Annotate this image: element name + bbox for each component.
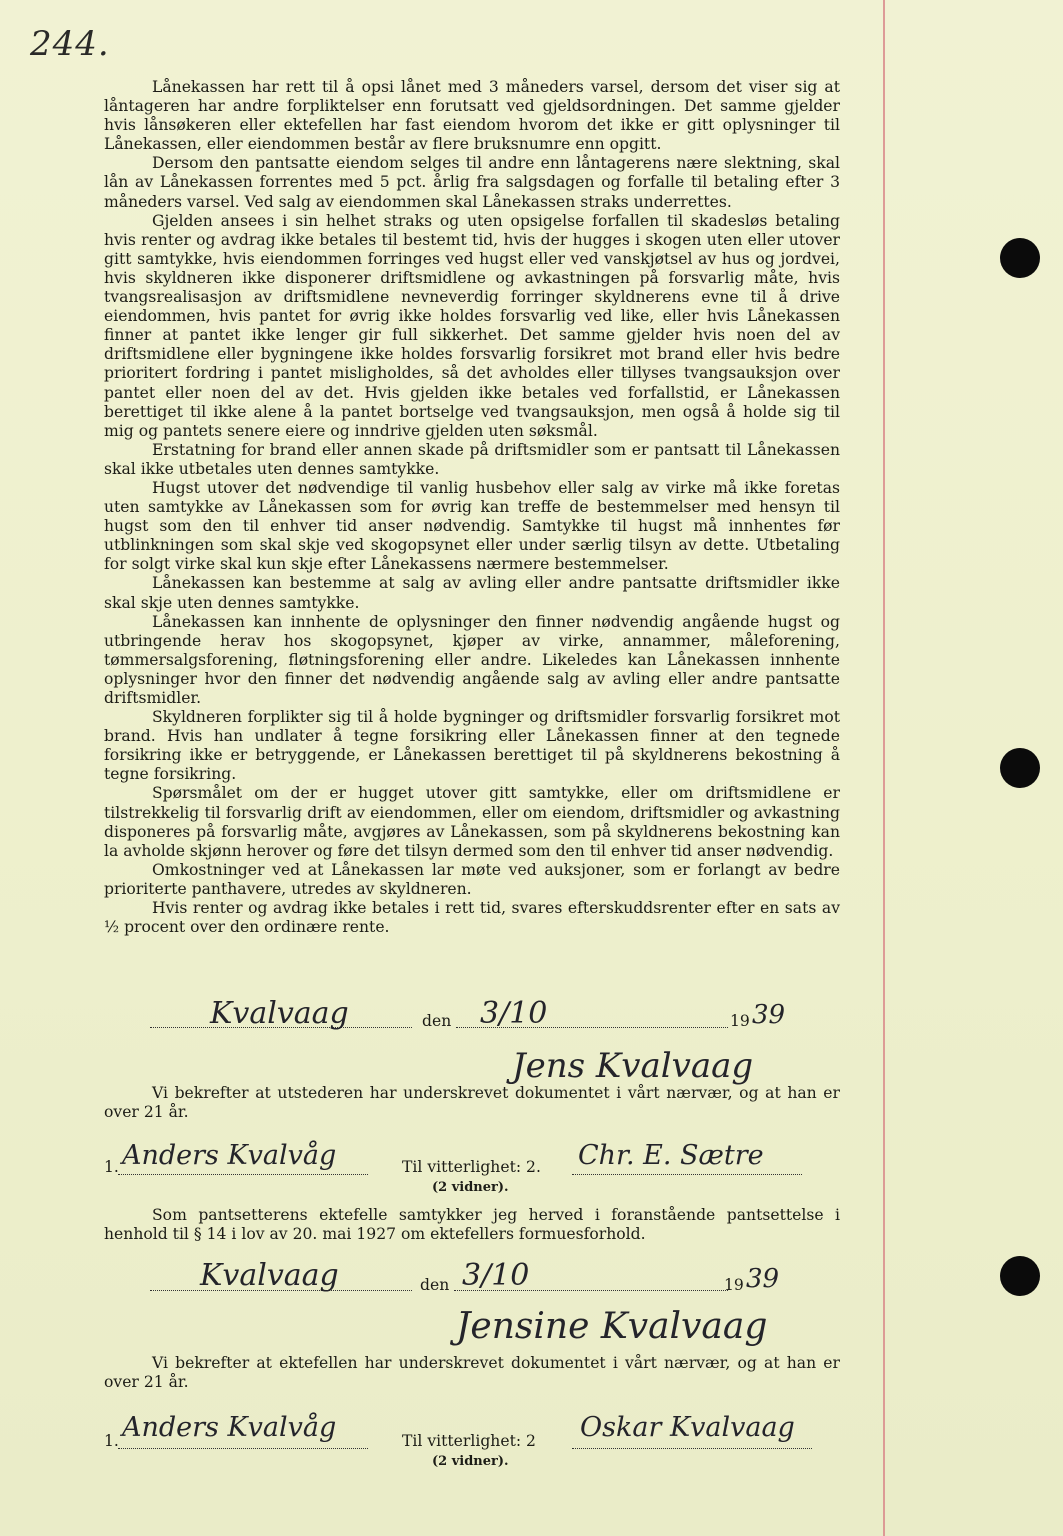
paragraph-5: Hugst utover det nødvendige til vanlig husbehov eller salg av virke må ikke foretas uten samtykke av Lånekassen som for øvrig kan treffe de bestemmelser med hensyn til hugst som den til enhver tid anser nødvendig. Samtykke til hugst må innhentes før utblinkningen som skal skje ved skogopsynet eller under særlig tilsyn av dette. Utbetaling for solgt virke skal kun skje efter Lånekassens nærmere bestemmelser. (104, 478, 840, 574)
witness-2-signature: Chr. E. Sætre (578, 1140, 764, 1171)
handwritten-date: 3/10 (462, 1258, 530, 1293)
paragraph-4: Erstatning for brand eller annen skade på driftsmidler som er pantsatt til Lånekassen skal ikke utbetales uten dennes samtykke. (104, 440, 840, 478)
handwritten-place: Kvalvaag (200, 1258, 339, 1293)
borrower-signature: Jens Kvalvaag (512, 1046, 754, 1086)
punch-hole-bottom (1000, 1256, 1040, 1296)
paragraph-6: Lånekassen kan bestemme at salg av avling eller andre pantsatte driftsmidler ikke skal skje uten dennes samtykke. (104, 574, 840, 612)
handwritten-date: 3/10 (480, 996, 548, 1031)
witness-label-1: Til vitterlighet: 2. (402, 1158, 541, 1176)
witness-1-signature: Anders Kvalvåg (122, 1412, 337, 1443)
handwritten-year: 39 (752, 1000, 786, 1030)
paragraph-10: Omkostninger ved at Lånekassen lar møte ved auksjoner, som er forlangt av bedre prioriterte panthavere, utredes av skyldneren. (104, 860, 840, 898)
spouse-consent-text: Som pantsetterens ektefelle samtykker jeg herved i foranstående pantsettelse i henhold til § 14 i lov av 20. mai 1927 om ektefellers formuesforhold. (104, 1206, 840, 1244)
witness-number-1: 1. (104, 1158, 119, 1176)
den-label: den (420, 1276, 450, 1294)
dotted-line (572, 1448, 812, 1449)
paragraph-11: Hvis renter og avdrag ikke betales i rett tid, svares efterskuddsrenter efter en sats av ½ procent over den ordinære rente. (104, 899, 840, 937)
spouse-signature: Jensine Kvalvaag (456, 1306, 768, 1347)
paragraph-9: Spørsmålet om der er hugget utover gitt samtykke, eller om driftsmidlene er tilstrekkelig til forsvarlig drift av eiendommen, eller om eiendom, driftsmidler og avkastning disponeres på forsvarlig måte, avgjøres av Lånekassen, som på skyldnerens bekostning kan la avholde skjønn herover og føre det tilsyn dermed som den til enhver tid anser nødvendig. (104, 784, 840, 860)
paragraph-8: Skyldneren forplikter sig til å holde bygninger og driftsmidler forsvarlig forsikret mot brand. Hvis han undlater å tegne forsikring eller Lånekassen finner at den tegnede forsikring ikke er betryggende, er Lånekassen berettiget til på skyldnerens bekostning å tegne forsikring. (104, 708, 840, 784)
den-label: den (422, 1012, 452, 1030)
dotted-line (572, 1174, 802, 1175)
witness-number-1: 1. (104, 1432, 119, 1450)
paragraph-7: Lånekassen kan innhente de oplysninger den finner nødvendig angående hugst og utbringende herav hos skogopsynet, kjøper av virke, annammer, måleforening, tømmersalgsforening, fløtningsforening eller andre. Likeledes kan Lånekassen innhente oplysninger hvor den finner det nødvendig angående salg av avling eller andre pantsatte driftsmidler. (104, 612, 840, 707)
witness-1-signature: Anders Kvalvåg (122, 1140, 337, 1171)
dotted-line (118, 1174, 368, 1175)
red-margin-line (883, 0, 885, 1536)
paragraph-3: Gjelden ansees i sin helhet straks og uten opsigelse forfallen til skadesløs betaling hvis renter og avdrag ikke betales til bestemt tid, hvis der hugges i skogen uten eller utover gitt samtykke, hvis eiendommen forringes ved hugst eller ved vanskjøtsel av hus og jordvei, hvis skyldneren ikke disponerer driftsmidlene og avkastningen på forsvarlig måte, hvis tvangsrealisasjon av driftsmidlene nevneverdig forringer skyldnerens evne til å drive eiendommen, hvis pantet for øvrig ikke holdes forsvarlig ved like, eller hvis Lånekassen finner at pantet ikke lenger gir full sikkerhet. Det samme gjelder hvis noen del av driftsmidlene eller bygningene ikke holdes forsvarlig forsikret mot brand eller hvis bedre prioritert fordring i pantet misligholdes, så det avholdes eller tillyses tvangsauksjon over pantet eller noen del av det. Hvis gjelden ikke betales ved forfallstid, er Lånekassen berettiget til ikke alene å la pantet bortselge ved tvangsauksjon, men også å holde sig til mig og pantets senere eiere og inndrive gjelden uten søksmål. (104, 211, 840, 440)
year-prefix: 19 (724, 1276, 744, 1294)
handwritten-year: 39 (746, 1264, 780, 1294)
terms-text (104, 78, 840, 937)
punch-hole-top (1000, 238, 1040, 278)
witness-label-2: Til vitterlighet: 2 (402, 1432, 536, 1450)
page-number: 244. (30, 24, 110, 64)
punch-hole-middle (1000, 748, 1040, 788)
confirm-text-1: Vi bekrefter at utstederen har underskrevet dokumentet i vårt nærvær, og at han er over 21 år. (104, 1084, 840, 1122)
vidner-note-2: (2 vidner). (432, 1454, 509, 1469)
year-prefix: 19 (730, 1012, 750, 1030)
dotted-line (118, 1448, 368, 1449)
confirm-text-2: Vi bekrefter at ektefellen har underskrevet dokumentet i vårt nærvær, og at han er over 21 år. (104, 1354, 840, 1392)
handwritten-place: Kvalvaag (210, 996, 349, 1031)
paragraph-2: Dersom den pantsatte eiendom selges til andre enn låntagerens nære slektning, skal lån av Lånekassen forrentes med 5 pct. årlig fra salgsdagen og forfalle til betaling efter 3 måneders varsel. Ved salg av eiendommen skal Lånekassen straks underrettes. (104, 154, 840, 211)
witness-2-signature: Oskar Kvalvaag (580, 1412, 795, 1443)
paragraph-1: Lånekassen har rett til å opsi lånet med 3 måneders varsel, dersom det viser sig at låntageren har andre forpliktelser enn forutsatt ved gjeldsordningen. Det samme gjelder hvis lånsøkeren eller ektefellen har fast eiendom hvorom det ikke er gitt oplysninger til Lånekassen, eller eiendommen består av flere bruksnumre enn opgitt. (104, 78, 840, 154)
vidner-note-1: (2 vidner). (432, 1180, 509, 1195)
